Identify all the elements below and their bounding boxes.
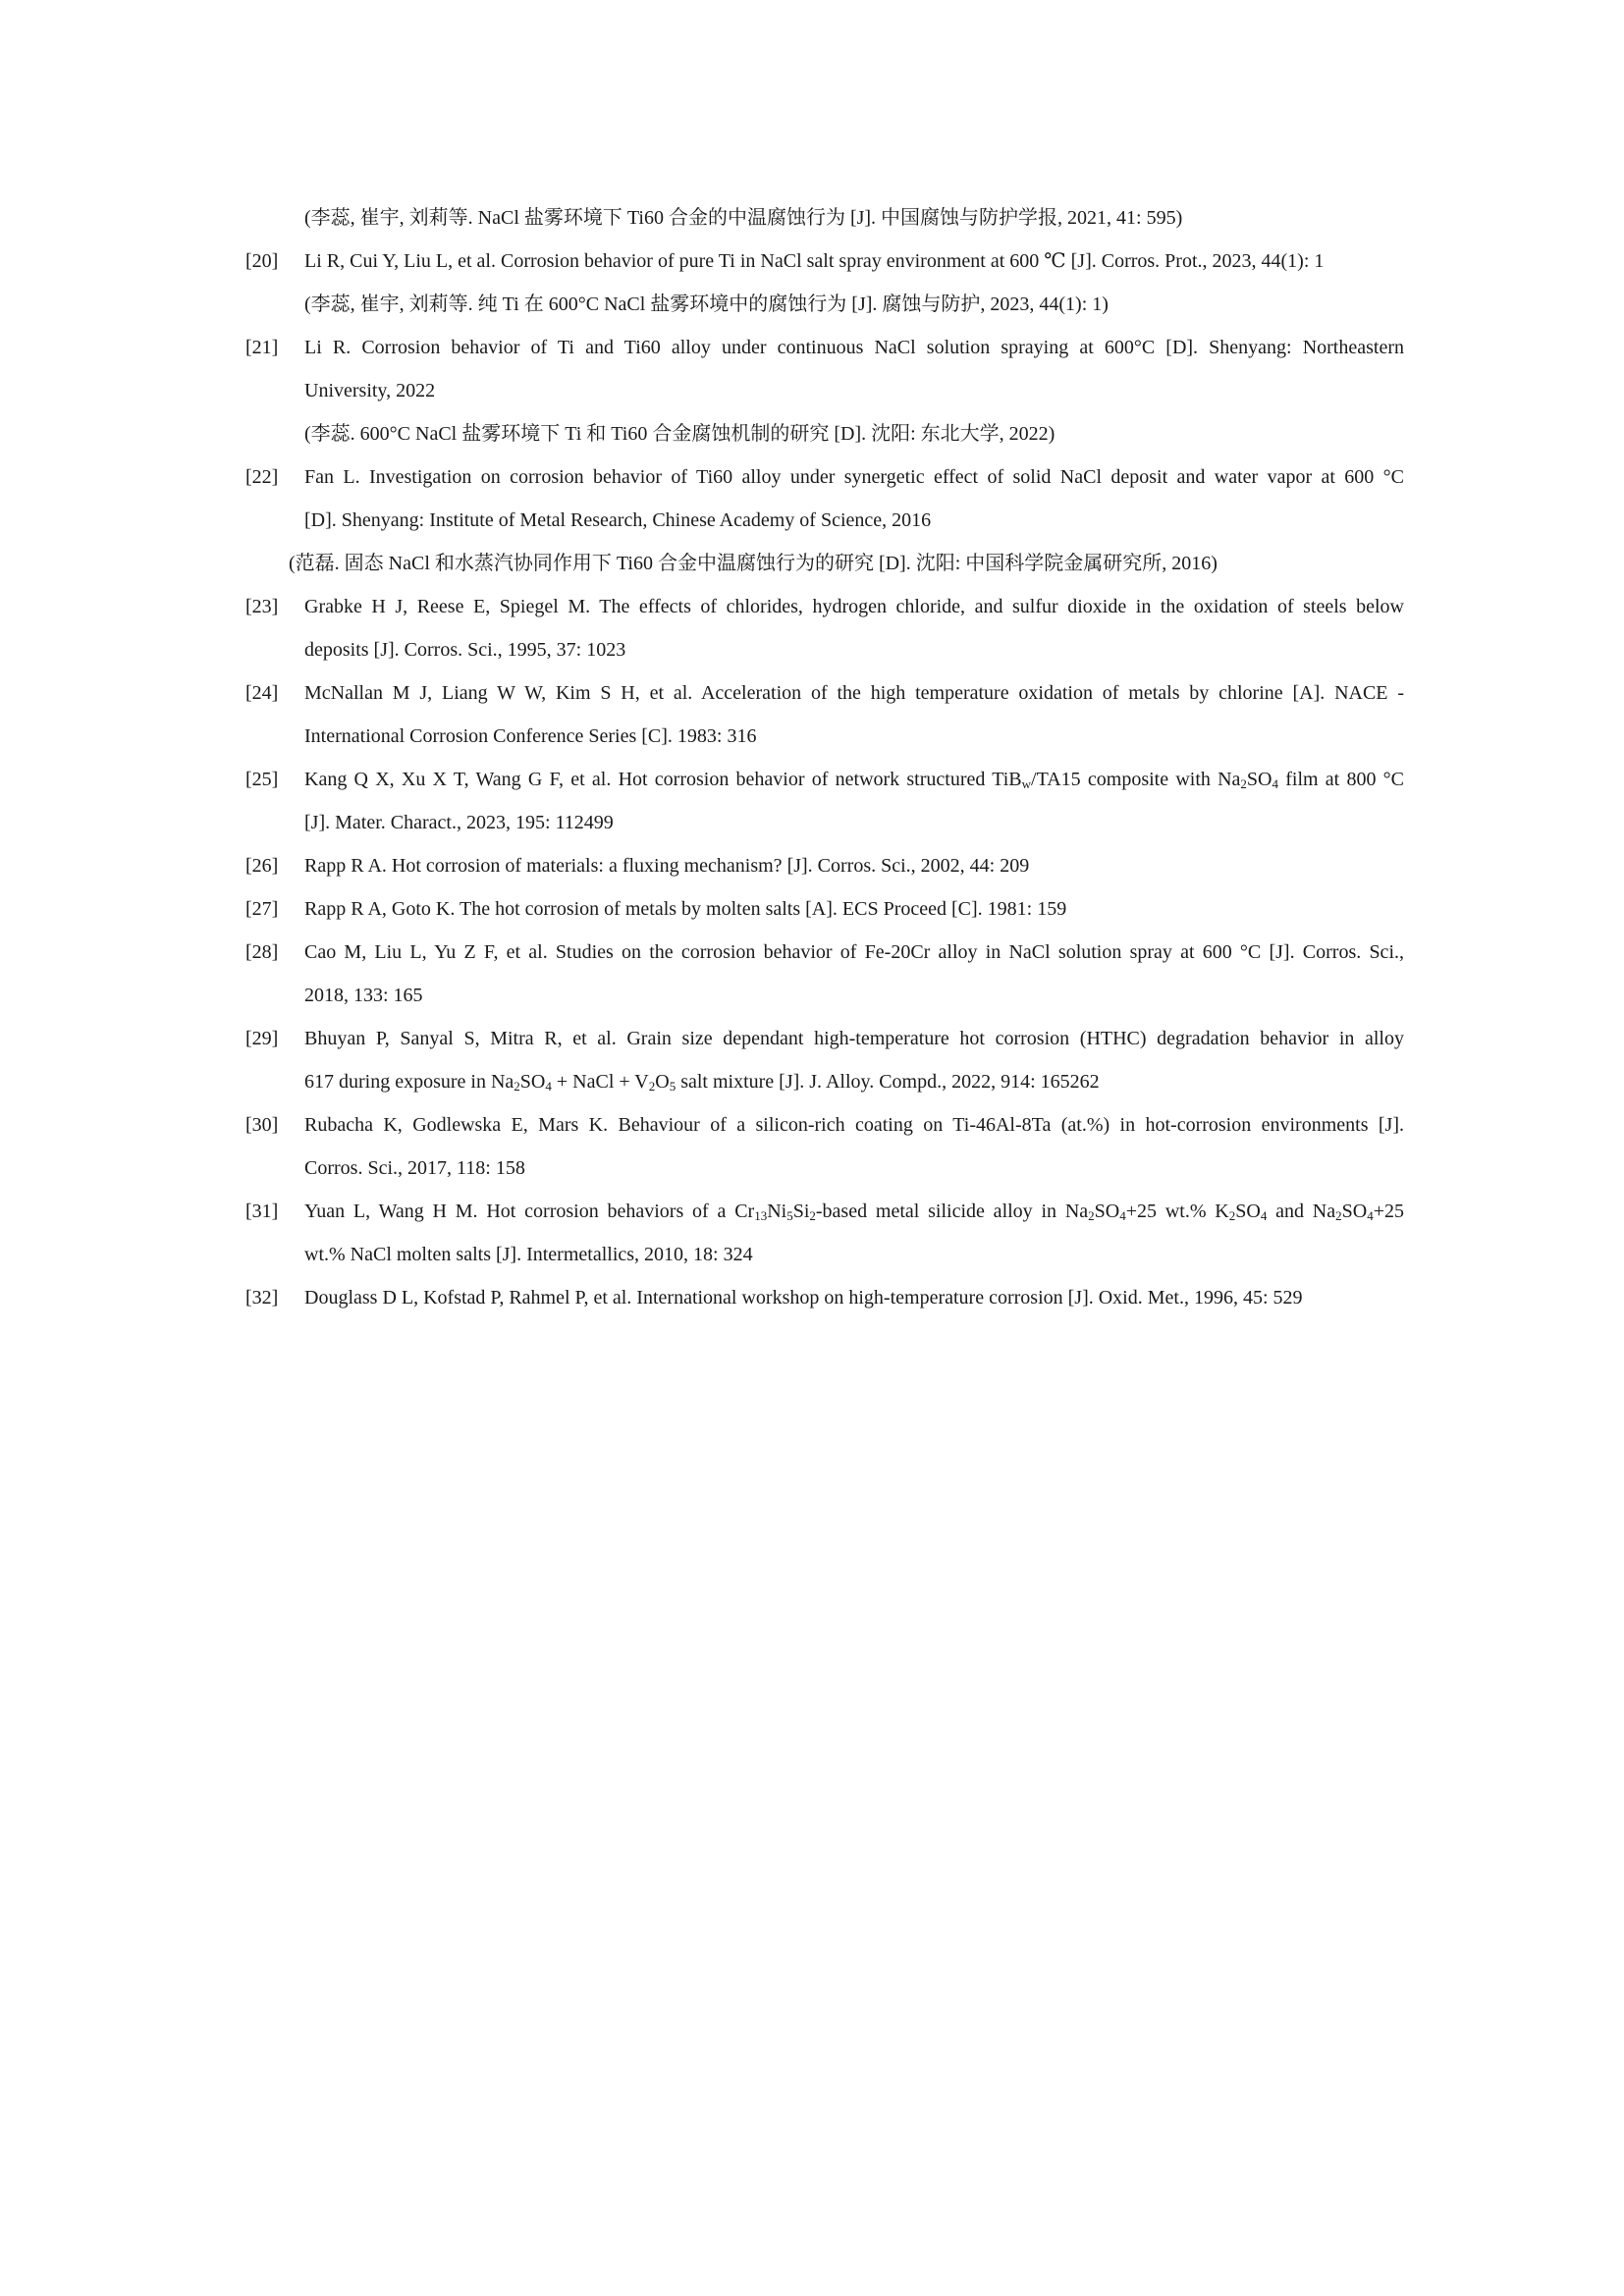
reference-21 xyxy=(245,326,1404,369)
reference-number: [22] xyxy=(245,466,279,488)
reference-number: [21] xyxy=(245,337,279,358)
reference-text: Li R, Cui Y, Liu L, et al. Corrosion behavior of pure Ti in NaCl salt spray environment at 600 ℃ [J]. Corros. Prot., 2023, 44(1): 1 xyxy=(304,250,1325,272)
reference-25-line2: [J]. Mater. Charact., 2023, 195: 112499 xyxy=(304,812,614,833)
reference-number: [23] xyxy=(245,596,279,617)
reference-number: [25] xyxy=(245,769,279,790)
reference-24-line2: International Corrosion Conference Series [C]. 1983: 316 xyxy=(304,725,757,747)
reference-22-chinese: (范磊. 固态 NaCl 和水蒸汽协同作用下 Ti60 合金中温腐蚀行为的研究 [D]. 沈阳: 中国科学院金属研究所, 2016) xyxy=(289,553,1218,574)
reference-text: Grabke H J, Reese E, Spiegel M. The effects of chlorides, hydrogen chloride, and sulfur dioxide in the oxidation of steels below xyxy=(304,596,1404,617)
reference-23 xyxy=(245,585,1404,628)
reference-list xyxy=(245,196,1404,1319)
reference-number: [20] xyxy=(245,250,279,272)
reference-28-line2: 2018, 133: 165 xyxy=(304,985,423,1006)
reference-29 xyxy=(245,1017,1404,1060)
reference-text: Rapp R A. Hot corrosion of materials: a fluxing mechanism? [J]. Corros. Sci., 2002, 44: 209 xyxy=(304,855,1030,877)
reference-29-line2: 617 during exposure in $Na_2SO_4$ + NaCl + $V_2O_5$ salt mixture [J]. J. Alloy. Compd., 2022, 914: 165262 xyxy=(304,1071,1100,1094)
reference-19-chinese-continuation: (李蕊, 崔宇, 刘莉等. NaCl 盐雾环境下 Ti60 合金的中温腐蚀行为 [J]. 中国腐蚀与防护学报, 2021, 41: 595) xyxy=(304,207,1183,229)
reference-text: Yuan L, Wang H M. Hot corrosion behaviors of a $Cr_{13}Ni_5Si_2$-based metal silicide alloy in $Na_2SO_4+25$ wt.% $K_2SO_4$ and $Na_2SO_4+25$ xyxy=(304,1201,1404,1223)
reference-number: [29] xyxy=(245,1028,279,1049)
reference-20-chinese: (李蕊, 崔宇, 刘莉等. 纯 Ti 在 600°C NaCl 盐雾环境中的腐蚀行为 [J]. 腐蚀与防护, 2023, 44(1): 1) xyxy=(304,294,1109,315)
reference-22 xyxy=(245,455,1404,499)
reference-text: Rubacha K, Godlewska E, Mars K. Behaviour of a silicon-rich coating on Ti-46Al-8Ta (at.%) in hot-corrosion environments [J]. xyxy=(304,1114,1404,1136)
reference-31 xyxy=(245,1190,1404,1233)
reference-22-line2: [D]. Shenyang: Institute of Metal Research, Chinese Academy of Science, 2016 xyxy=(304,509,932,531)
reference-number: [31] xyxy=(245,1201,279,1222)
reference-21-line2: University, 2022 xyxy=(304,380,436,401)
reference-26 xyxy=(245,844,1404,887)
reference-24 xyxy=(245,671,1404,715)
reference-text: Rapp R A, Goto K. The hot corrosion of metals by molten salts [A]. ECS Proceed [C]. 1981: 159 xyxy=(304,898,1067,920)
reference-27 xyxy=(245,887,1404,931)
reference-text: Cao M, Liu L, Yu Z F, et al. Studies on the corrosion behavior of Fe-20Cr alloy in NaCl solution spray at 600 °C [J]. Corros. Sci., xyxy=(304,941,1404,963)
reference-number: [24] xyxy=(245,682,279,704)
reference-30-line2: Corros. Sci., 2017, 118: 158 xyxy=(304,1157,525,1179)
reference-23-line2: deposits [J]. Corros. Sci., 1995, 37: 1023 xyxy=(304,639,626,661)
reference-30 xyxy=(245,1103,1404,1147)
reference-25 xyxy=(245,758,1404,801)
reference-number: [26] xyxy=(245,855,279,877)
reference-20 xyxy=(245,240,1404,283)
reference-32 xyxy=(245,1276,1404,1319)
reference-text: Kang Q X, Xu X T, Wang G F, et al. Hot corrosion behavior of network structured TiB$_w$/TA15 composite with $Na_2SO_4$ film at 800 °C xyxy=(304,769,1405,791)
reference-text: Fan L. Investigation on corrosion behavior of Ti60 alloy under synergetic effect of solid NaCl deposit and water vapor at 600 °C xyxy=(304,466,1404,488)
reference-28 xyxy=(245,931,1404,974)
reference-number: [30] xyxy=(245,1114,279,1136)
reference-number: [32] xyxy=(245,1287,279,1308)
reference-21-chinese: (李蕊. 600°C NaCl 盐雾环境下 Ti 和 Ti60 合金腐蚀机制的研究 [D]. 沈阳: 东北大学, 2022) xyxy=(304,423,1056,445)
reference-text: Bhuyan P, Sanyal S, Mitra R, et al. Grain size dependant high-temperature hot corrosion (HTHC) degradation behavior in alloy xyxy=(304,1028,1404,1049)
reference-31-line2: wt.% NaCl molten salts [J]. Intermetallics, 2010, 18: 324 xyxy=(304,1244,753,1265)
reference-text: McNallan M J, Liang W W, Kim S H, et al. Acceleration of the high temperature oxidation of metals by chlorine [A]. NACE - xyxy=(304,682,1404,704)
reference-text: Douglass D L, Kofstad P, Rahmel P, et al. International workshop on high-temperature corrosion [J]. Oxid. Met., 1996, 45: 529 xyxy=(304,1287,1303,1308)
reference-text: Li R. Corrosion behavior of Ti and Ti60 alloy under continuous NaCl solution spraying at 600°C [D]. Shenyang: Northeastern xyxy=(304,337,1404,358)
reference-number: [28] xyxy=(245,941,279,963)
reference-number: [27] xyxy=(245,898,279,920)
